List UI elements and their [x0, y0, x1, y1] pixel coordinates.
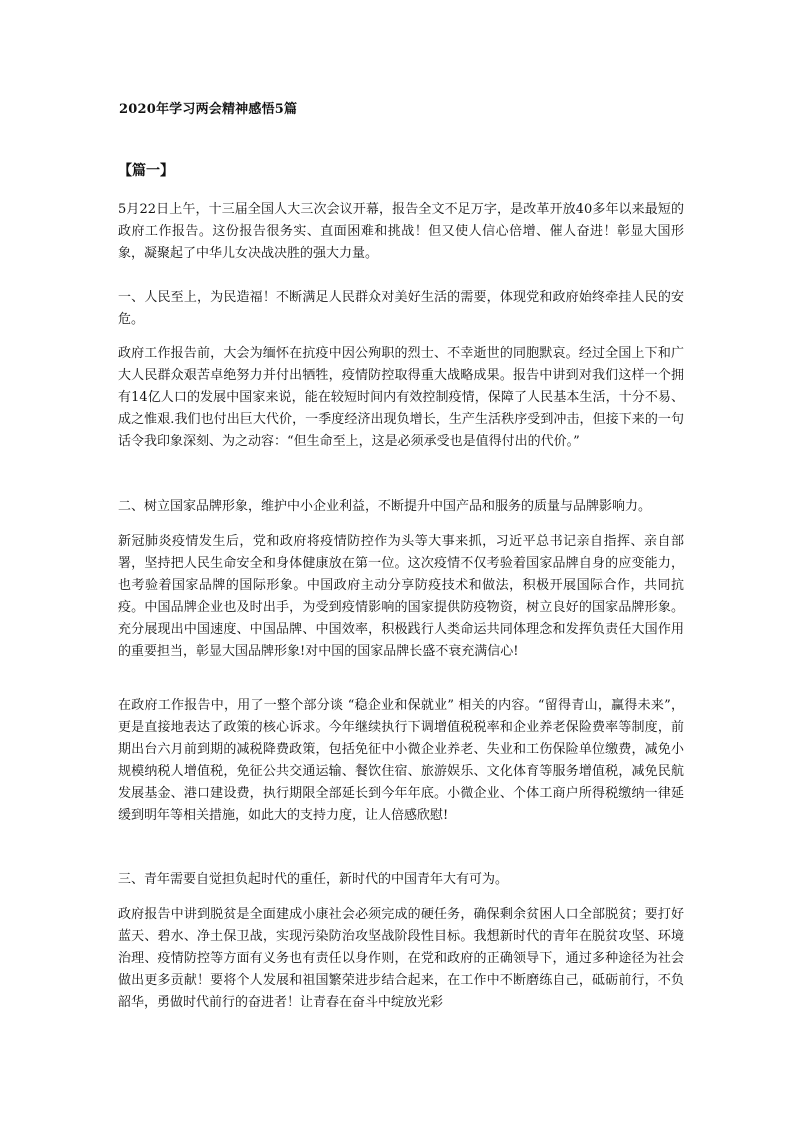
document-title: 2020年学习两会精神感悟5篇	[119, 102, 298, 117]
paragraph-intro: 5月22日上午，十三届全国人大三次会议开幕，报告全文不足万字，是改革开放40多年以来最短的政府工作报告。这份报告很务实、直面困难和挑战！但又使人信心倍增、催人奋进！彰显大国形象，凝聚起了中华儿女决战决胜的强大力量。	[118, 202, 684, 261]
section-heading: 【篇一】	[118, 163, 174, 179]
paragraph-body-one: 政府工作报告前，大会为缅怀在抗疫中因公殉职的烈士、不幸逝世的同胞默哀。经过全国上下和广大人民群众艰苦卓绝努力并付出牺牲，疫情防控取得重大战略成果。报告中讲到对我们这样一个拥有14亿人口的发展中国家来说，能在较短时间内有效控制疫情，保障了人民基本生活，十分不易、成之惟艰.我们也付出巨大代价，一季度经济出现负增长，生产生活秩序受到冲击，但接下来的一句话令我印象深刻、为之动容：“但生命至上，这是必须承受也是值得付出的代价。”	[118, 346, 684, 449]
paragraph-point-two: 二、树立国家品牌形象，维护中小企业利益，不断提升中国产品和服务的质量与品牌影响力。	[118, 499, 652, 514]
paragraph-body-four: 政府报告中讲到脱贫是全面建成小康社会必须完成的硬任务，确保剩余贫困人口全部脱贫；要打好蓝天、碧水、净土保卫战，实现污染防治攻坚战阶段性目标。我想新时代的青年在脱贫攻坚、环境治理、疫情防控等方面有义务也有责任以身作则，在党和政府的正确领导下，通过多种途径为社会做出更多贡献！要将个人发展和祖国繁荣进步结合起来，在工作中不断磨练自己，砥砺前行，不负韶华，勇做时代前行的奋进者！让青春在奋斗中绽放光彩	[118, 907, 684, 1010]
paragraph-body-two: 新冠肺炎疫情发生后，党和政府将疫情防控作为头等大事来抓，习近平总书记亲自指挥、亲自部署，坚持把人民生命安全和身体健康放在第一位。这次疫情不仅考验着国家品牌自身的应变能力，也考验着国家品牌的国际形象。中国政府主动分享防疫技术和做法，积极开展国际合作，共同抗疫。中国品牌企业也及时出手，为受到疫情影响的国家提供防疫物资，树立良好的国家品牌形象。充分展现出中国速度、中国品牌、中国效率，积极践行人类命运共同体理念和发挥负责任大国作用的重要担当，彰显大国品牌形象!对中国的国家品牌长盛不衰充满信心!	[118, 534, 684, 659]
paragraph-point-one: 一、人民至上，为民造福！不断满足人民群众对美好生活的需要，体现党和政府始终牵挂人民的安危。	[118, 290, 684, 327]
paragraph-body-three: 在政府工作报告中，用了一整个部分谈 “稳企业和保就业” 相关的内容。“留得青山，赢得未来”，更是直接地表达了政策的核心诉求。今年继续执行下调增值税税率和企业养老保险费率等制度，前期出台六月前到期的减税降费政策，包括免征中小微企业养老、失业和工伤保险单位缴费，减免小规模纳税人增值税，免征公共交通运输、餐饮住宿、旅游娱乐、文化体育等服务增值税，减免民航发展基金、港口建设费，执行期限全部延长到今年年底。小微企业、个体工商户所得税缴纳一律延缓到明年等相关措施，如此大的支持力度，让人倍感欣慰!	[118, 698, 684, 823]
paragraph-point-three: 三、青年需要自觉担负起时代的重任，新时代的中国青年大有可为。	[118, 872, 509, 887]
